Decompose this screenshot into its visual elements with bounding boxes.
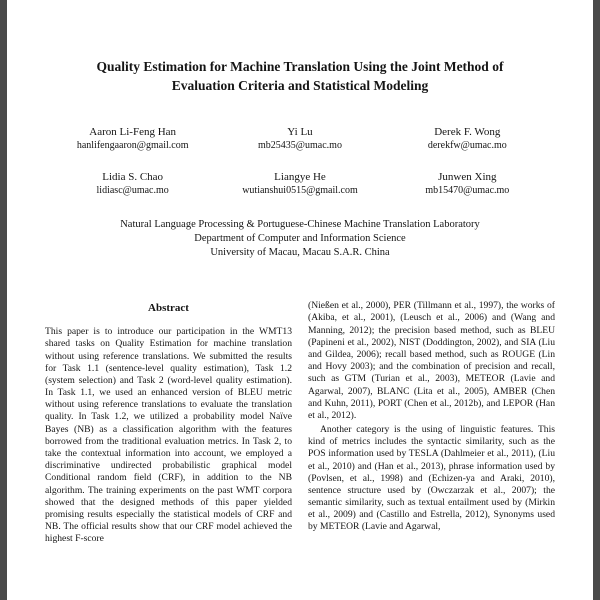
author-email: mb25435@umac.mo	[258, 139, 342, 151]
viewer-edge-right	[593, 0, 600, 600]
author-2	[216, 126, 383, 151]
affiliation-block	[7, 218, 593, 261]
right-column	[308, 300, 555, 545]
author-name: Aaron Li-Feng Han	[89, 125, 177, 138]
author-email: hanlifengaaron@gmail.com	[76, 139, 189, 151]
author-name: Liangye He	[274, 170, 326, 183]
author-email: mb15470@umac.mo	[425, 184, 510, 196]
body-paragraph-1: (Nießen et al., 2000), PER (Tillmann et al., 1997), the works of (Akiba, et al., 2001), (Leusch et al., 2006) and (Wang and Manning, 2012); the precision based method, such as BLEU (Papineni et al., 2002), NIST (Doddington, 2002), and SIA (Liu and Gildea, 2006); recall based method, such as ROUGE (Lin and Hovy 2003); and the combination of precision and recall, such as GTM (Turian et al., 2003), METEOR (Lavie and Agarwal, 2007), BLANC (Lita et al., 2005), AMBER (Chen and Kuhn, 2011), PORT (Chen et al., 2012b), and LEPOR (Han et al., 2012).	[308, 300, 555, 421]
body-paragraph-2: Another category is the using of linguistic features. This kind of metrics includes the syntactic similarity, such as the POS information used by TESLA (Dahlmeier et al., 2011), (Liu et al., 2010) and (Han et al., 2013), phrase information used by (Povlsen, et al., 1998) and (Echizen-ya and Araki, 2010), sentence structure used by (Owczarzak et al., 2007); the semantic similarity, such as textual entailment used by (Mirkin et al., 2009) and (Castillo and Estrella, 2012), Synonyms used by METEOR (Lavie and Agarwal,	[308, 424, 555, 533]
author-block	[49, 126, 551, 196]
author-name: Lidia S. Chao	[102, 170, 164, 183]
author-3	[384, 126, 551, 151]
author-name: Derek F. Wong	[434, 125, 501, 138]
author-name: Junwen Xing	[438, 170, 497, 183]
author-4	[49, 171, 216, 196]
author-name: Yi Lu	[287, 125, 313, 138]
affiliation-line-2: Department of Computer and Information Science	[194, 232, 406, 244]
author-email: wutianshui0515@gmail.com	[242, 184, 358, 196]
author-1	[49, 126, 216, 151]
author-5	[216, 171, 383, 196]
left-column	[45, 300, 292, 545]
author-6	[384, 171, 551, 196]
affiliation-line-1: Natural Language Processing & Portuguese-Chinese Machine Translation Laboratory	[120, 218, 480, 230]
paper-title: Quality Estimation for Machine Translation Using the Joint Method of Evaluation Criteria and Statistical Modeling	[96, 59, 504, 93]
viewer-edge-left	[0, 0, 7, 600]
affiliation-line-3: University of Macau, Macau S.A.R. China	[210, 247, 390, 259]
author-email: derekfw@umac.mo	[427, 139, 507, 151]
abstract-heading: Abstract	[148, 302, 189, 315]
paper-page	[7, 0, 593, 600]
abstract-paragraph: This paper is to introduce our participation in the WMT13 shared tasks on Quality Estimation for machine translation without using reference translations. We submitted the results for Task 1.1 (sentence-level quality estimation), Task 1.2 (system selection) and Task 2 (word-level quality estimation). In Task 1.1, we used an enhanced version of BLEU metric without using reference translations to evaluate the translation quality. In Task 1.2, we utilized a probability model Naïve Bayes (NB) as a classification algorithm with the features borrowed from the traditional evaluation metrics. In Task 2, to take the contextual information into account, we employed a discriminative undirected probabilistic graphical model Conditional random field (CRF), in addition to the NB algorithm. The training experiments on the past WMT corpora showed that the designed methods of this paper yielded promising results especially the statistical models of CRF and NB. The official results show that our CRF model achieved the highest F-score	[45, 326, 292, 545]
two-column-body	[45, 300, 555, 545]
author-email: lidiasc@umac.mo	[96, 184, 169, 196]
